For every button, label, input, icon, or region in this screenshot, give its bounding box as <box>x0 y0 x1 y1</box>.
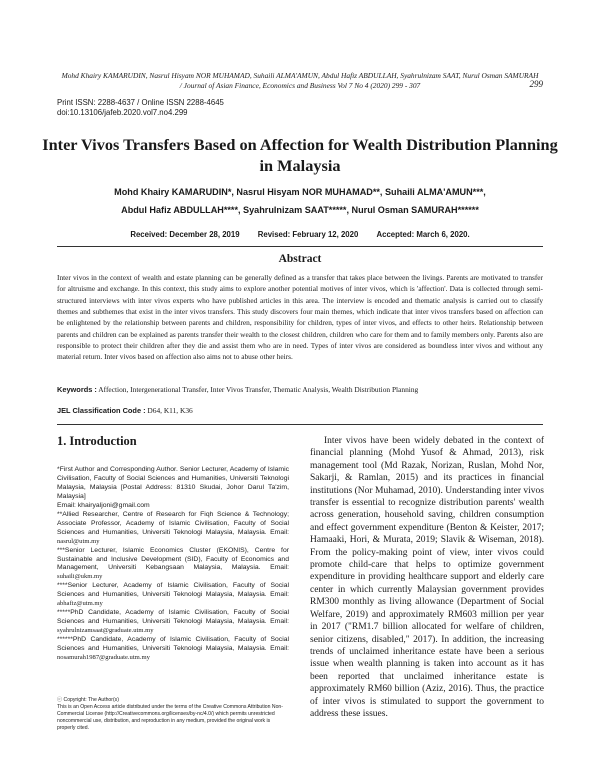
footnote-1 <box>57 466 289 511</box>
footnote-3-email-label: Email: <box>260 564 290 572</box>
doi-link[interactable]: doi:10.13106/jafeb.2020.vol7.no4.299 <box>57 108 188 117</box>
keywords-label: Keywords : <box>57 385 97 394</box>
abstract-heading: Abstract <box>278 253 322 265</box>
introduction-paragraph: Inter vivos have been widely debated in the context of financial planning (Mohd Yusof & Ahmad, 2013), risk management tool (Md Razak, Norizan, Ruslan, Mohd Nor, Sakarji, & Ramlan, 2015) and its practices in financial institutions (Nor Muhamad, 2010). Understanding inter vivos transfer is essential to recognize distribution parents' wealth across generation, household saving, children consumption and effect government expenditure (Benton & Keister, 2017; Hamaaki, Hori, & Murata, 2019; Slavik & Wiseman, 2018). From the policy-making point of view, inter vivos could promote child-care that helps to optimize government expenditure in providing healthcare support and elderly care center in which currently Malaysian government provides RM300 monthly as living allowance (Department of Social Welfare, 2019) and approximately RM603 million per year in 2017 ("RM1.7 billion allocated for welfare of children, senior citizens, disabled," 2017). In addition, the increasing trends of unclaimed inheritance estate have been a serious issue when wealth planning is taken into account as it has been reported that unclaimed inheritance estate is approximately RM60 billion (Aziz, 2016). Thus, the practice of inter vivos is stimulated to support the government to address these issues. <box>310 436 544 719</box>
copyright-notice <box>57 697 289 732</box>
jel-text: D64, K11, K36 <box>145 406 193 415</box>
author-line-2: Abdul Hafiz ABDULLAH****, Syahrulnizam SAAT*****, Nurul Osman SAMURAH****** <box>121 205 479 215</box>
footnote-4-email-label: Email: <box>266 591 290 599</box>
footnote-2-email-label: Email: <box>266 528 290 536</box>
footnote-6-text: ******PhD Candidate, Academy of Islamic Civilisation, Faculty of Social Sciences and Humanities, Universiti Teknologi Malaysia, Malaysia. <box>57 636 289 653</box>
footnote-6-email[interactable]: nosamurah1987@graduate.utm.my <box>57 654 150 662</box>
paper-title: Inter Vivos Transfers Based on Affection for Wealth Distribution Planning in Malaysia <box>42 135 558 175</box>
author-line-1: Mohd Khairy KAMARUDIN*, Nasrul Hisyam NOR MUHAMAD**, Suhaili ALMA'AMUN***, <box>114 187 486 197</box>
keywords-line <box>57 385 543 395</box>
introduction-heading: 1. Introduction <box>57 434 137 448</box>
revised-date: Revised: February 12, 2020 <box>257 230 359 239</box>
footnote-5-email-label: Email: <box>266 618 290 626</box>
issn-line: Print ISSN: 2288-4637 / Online ISSN 2288-4645 <box>57 98 224 107</box>
footnote-5-text: *****PhD Candidate, Academy of Islamic Civilisation, Faculty of Social Sciences and Humanities, Universiti Teknologi Malaysia, Malaysia. <box>57 609 289 626</box>
footnote-5-email[interactable]: syahrulnizamsaat@graduate.utm.my <box>57 627 154 635</box>
footnote-4-text: ****Senior Lecturer, Academy of Islamic Civilisation, Faculty of Social Sciences and Humanities, Universiti Teknologi Malaysia, Malaysia. <box>57 582 289 599</box>
footnote-2 <box>57 511 289 547</box>
footnote-3 <box>57 547 289 583</box>
copyright-line: ⓒ Copyright: The Author(s) <box>57 697 119 703</box>
author-list <box>40 183 560 219</box>
page-number: 299 <box>529 79 543 89</box>
received-date: Received: December 28, 2019 <box>130 230 240 239</box>
footnote-3-email[interactable]: suhaili@ukm.my <box>57 573 103 581</box>
footnote-5 <box>57 609 289 636</box>
footnote-1-text: *First Author and Corresponding Author. Senior Lecturer, Academy of Islamic Civilisation, Faculty of Social Sciences and Humanities, Universiti Teknologi Malaysia, Malaysia [Postal Address: 81310 Skudai, Johor Darul Ta'zim, Malaysia] <box>57 466 289 500</box>
footnote-1-email[interactable]: khairyaljoni@gmail.com <box>77 501 150 509</box>
divider-bottom <box>57 424 543 425</box>
footnote-6-email-label: Email: <box>266 645 290 653</box>
keywords-text: Affection, Intergenerational Transfer, Inter Vivos Transfer, Thematic Analysis, Wealth Distribution Planning <box>96 385 419 394</box>
abstract-text: Inter vivos in the context of wealth and estate planning can be generally defined as a transfer that takes place between the livings. Parents are motivated to transfer for altruisme and exchange. In this context, this study aims to explore another potential motives of inter vivos, which is 'affection'. Data is collected through semi-structured interviews with inter vivos experts who have published articles in this area. The interview is encoded and thematic analysis is carried out to classify themes and subthemes that exist in the inter vivos transfers. This study discovers four main themes, which indicate that inter vivos transfers based on affection can be enlightened by the relationship between parents and children, responsibility for children, types of inter vivos, and effects to other heirs. Relationship between parents and children can be explained as parents transfer their wealth to the closest children, children who care for them and to family members only. Parents also are responsible to protect their children after they die and assist them who are in need. Types of inter vivos are considered as boundless inter vivos and without any material return. Inter vivos based on affection also aims not to abuse other heirs. <box>57 273 543 362</box>
footnote-4 <box>57 582 289 609</box>
introduction-body <box>310 435 544 720</box>
accepted-date: Accepted: March 6, 2020. <box>376 230 470 239</box>
footnote-6 <box>57 636 289 663</box>
footnote-2-text: **Allied Researcher, Centre of Research for Fiqh Science & Technology; Associate Professor, Academy of Islamic Civilisation, Faculty of Social Sciences and Humanities, Universiti Teknologi Malaysia, Malaysia. <box>57 510 289 536</box>
footnote-2-email[interactable]: nasrul@utm.my <box>57 537 100 545</box>
submission-dates <box>40 230 560 239</box>
footnotes <box>57 466 289 663</box>
jel-label: JEL Classification Code : <box>57 406 146 415</box>
license-text: This is an Open Access article distributed under the terms of the Creative Commons Attribution Non-Commercial License (http://Creativecommons.org/licenses/by-nc/4.0/) which permits unrestricted noncommercial use, distribution, and reproduction in any medium, provided the original work is properly cited. <box>57 704 283 731</box>
divider-top <box>57 246 543 247</box>
running-header-authors: Mohd Khairy KAMARUDIN, Nasrul Hisyam NOR MUHAMAD, Suhaili ALMA'AMUN, Abdul Hafiz ABDULLAH, Syahrulnizam SAAT, Nurul Osman SAMURAH <box>61 71 539 80</box>
running-header-journal: / Journal of Asian Finance, Economics and Business Vol 7 No 4 (2020) 299 - 307 <box>179 81 421 90</box>
footnote-3-text: ***Senior Lecturer, Islamic Economics Cluster (EKONIS), Centre for Sustainable and Inclusive Development (SID), Faculty of Economics and Management, Universiti Kebangsaan Malaysia, Malaysia. <box>57 546 289 572</box>
footnote-4-email[interactable]: abhafiz@utm.my <box>57 600 103 608</box>
footnote-1-email-label: Email: <box>57 501 78 509</box>
jel-line <box>57 406 543 416</box>
